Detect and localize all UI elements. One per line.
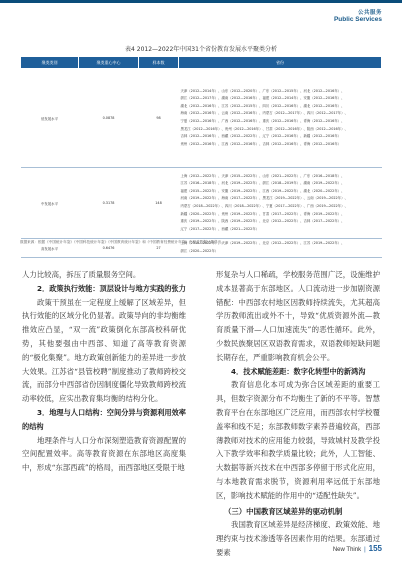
top-rule (0, 0, 402, 3)
cluster-table (20, 56, 382, 258)
subsection-heading: 2．政策执行效能：顶层设计与地方实践的张力 (37, 283, 186, 293)
table-source-note: 数据来源：根据《中国统计年鉴》《中国科技统计年鉴》《中国教育统计年鉴》和《中国教育经费统计年鉴》中相关数据计算得出。 (20, 240, 225, 244)
col-header-center: 聚类重心中心 (79, 57, 139, 69)
cell-count: 148 (139, 168, 179, 239)
region-line: 海南（2012—2016年）、云南（2012—2016年）、内蒙古（2012—2017年）、四川（2012—2017年）、 (180, 111, 348, 116)
col-header-regions: 省份 (179, 57, 382, 69)
region-line: 吉林（2012—2016年）、西藏（2012—2022年）、辽宁（2012—2016年）、新疆（2012—2016年） (180, 134, 342, 139)
section-header (334, 8, 382, 23)
page-number: 155 (368, 544, 382, 553)
body-paragraph: 我国教育区域差异是经济梯度、政策效能、地理约束与技术渗透等各因素作用的结果。东部通过要素 (216, 520, 380, 557)
region-line: 上海（2012—2022年）、天津（2015—2022年）、山东（2021—2022年）、广东（2016—2018年）、 (180, 173, 345, 178)
cell-category: 中发展水平 (21, 168, 79, 239)
region-line: 上海（2018—2022年）、天津（2019—2022年）、北京（2012—2022年）、江苏（2019—2022年）、 (180, 241, 345, 246)
region-line: 贵州（2012—2016年）、江西（2012—2016年）、吉林（2012—2016年）、青海（2012—2016年） (180, 141, 342, 146)
region-line: 江苏（2016—2018年）、河北（2019—2022年）、浙江（2018—2019年）、湖南（2019—2022年）、 (180, 181, 345, 186)
region-line: 宁夏（2012—2016年）、广西（2012—2016年）、重庆（2012—2016年）、青海（2012—2016年）、 (180, 119, 345, 123)
region-line: 重庆（2019—2022年）、陕西（2019—2022年）、北京（2012—2022年）、吉林（2017—2022年）、 (180, 219, 345, 224)
cell-center: 0.6476 (79, 239, 139, 258)
cell-regions (179, 168, 382, 239)
region-line: 浙江（2020—2022年） (180, 249, 219, 253)
section-name-en: Public Services (333, 16, 382, 23)
section-name-cn: 公共服务 (357, 10, 382, 16)
cell-category: 高发展水平 (21, 239, 79, 258)
body-paragraph: 教育信息化本可成为弥合区域差距的重要工具，但数字资源分布不均衡生了新的不平等。智慧教育平台在东部地区广泛应用，而西部农村学校覆盖率和线不足；东部教师数字素养普遍较高，西部薄教师对技术的应用能力较弱，导致城村及教学投入下教学效率和教学质量比较；此外，人工智能、大数据等新兴技术在中西部多停留于形式化应用，与本地教育需求脱节，资源利用率远低于东部地区，影响技术赋能的作用中的“适配性缺失”。 (216, 380, 380, 500)
body-paragraph: 地理条件与人口分布深刻塑造教育资源配置的空间配置效率。高等教育资源在东部地区高度集中，形成“东部西疏”的格局，而西部地区受限于地 (22, 435, 186, 473)
col-header-category: 聚类类别 (21, 57, 79, 69)
cell-count: 98 (139, 69, 179, 168)
region-line: 浙江（2012—2017年）、湖南（2012—2016年）、福建（2012—2014年）、安徽（2012—2016年）、 (180, 96, 345, 101)
table-row (21, 168, 382, 239)
cell-center: 0.0878 (79, 69, 139, 168)
cell-count: 27 (139, 239, 179, 258)
body-paragraph: 人力比较高，拆压了质量服务空间。 (22, 270, 141, 279)
region-line: 福建（2015—2022年）、安徽（2019—2022年）、江西（2019—2022年）、湖北（2020—2022年）、 (180, 188, 345, 193)
region-line: 天津（2012—2014年）、山东（2012—2020年）、广东（2012—2015年）、河北（2012—2016年）、 (180, 88, 345, 93)
left-column (22, 268, 186, 475)
cell-center: 0.3178 (79, 168, 139, 239)
region-line: 湖北（2012—2016年）、江苏（2012—2015年）、四川（2012—2016年）、湖北（2012—2016年）、 (180, 103, 345, 108)
col-header-count: 样本数 (139, 57, 179, 69)
subsection-heading: 3．地理与人口结构：空间分异与资源利用效率的结构 (22, 407, 186, 431)
section-heading: （三）中国教育区域差异的驱动机制 (224, 506, 343, 516)
magazine-name: New Think (332, 547, 362, 553)
table-row (21, 69, 382, 168)
cell-category: 低发展水平 (21, 69, 79, 168)
body-paragraph: 形复杂与人口稀疏，学校服务范围广泛，设施维护成本显著高于东部地区。人口流动进一步加剧资源错配：中西部农村地区因教师持续流失，尤其超高学历教师流出或外不十，导致“优质资源外流—教育质量下滑—人口加速流失”的恶性循环。此外，少数民族聚居区双语教育需求，双语教师短缺问题长期存在，严重影响教育机会公平。 (216, 270, 380, 362)
cell-regions (179, 69, 382, 168)
page-footer (333, 544, 382, 553)
body-paragraph: 政策干预虽在一定程度上缓解了区域差异，但执行效能的区域分化仍显著。政策导向的非均衡维推效应凸显，“双一流”政策倒化东部高校科研优势，其他要强由中西部、知道了高等教育资源的“极化集聚”。地方政策创新能力的差异进一步放大效果。江苏省“县管校聘”制度推动了教师跨校交流，而部分中西部省份因制度僵化导致教师跨校流动率较低，应实出教育集均衡的结构分化。 (22, 297, 186, 404)
region-line: 内蒙古（2018—2022年）、四川（2018—2022年）、宁夏（2017—2022年）、广西（2019—2022年）、 (180, 204, 348, 208)
right-column (216, 268, 380, 560)
table-title: 表4 2012—2022年中国31个省份教育发展水平聚类分析 (125, 46, 277, 53)
region-line: 黑龙江（2012—2016年）、贵州（2012—2016年）、甘肃（2012—2016年）、陕西（2012—2016年）、 (180, 126, 348, 131)
table-header-row (21, 57, 382, 69)
region-line: 新疆（2020—2022年）、贵州（2019—2022年）、甘肃（2017—2022年）、青海（2019—2022年）、 (180, 211, 345, 216)
region-line: 辽宁（2017—2022年）、西藏（2021—2022年） (180, 226, 260, 231)
subsection-heading: 4．技术赋能差距：数字化转型中的新鸿沟 (231, 366, 366, 376)
region-line: 河南（2019—2022年）、海南（2017—2022年）、黑龙江（2019—2022年）、云南（2019—2022年）、 (180, 196, 348, 201)
footer-separator: | (364, 547, 366, 553)
